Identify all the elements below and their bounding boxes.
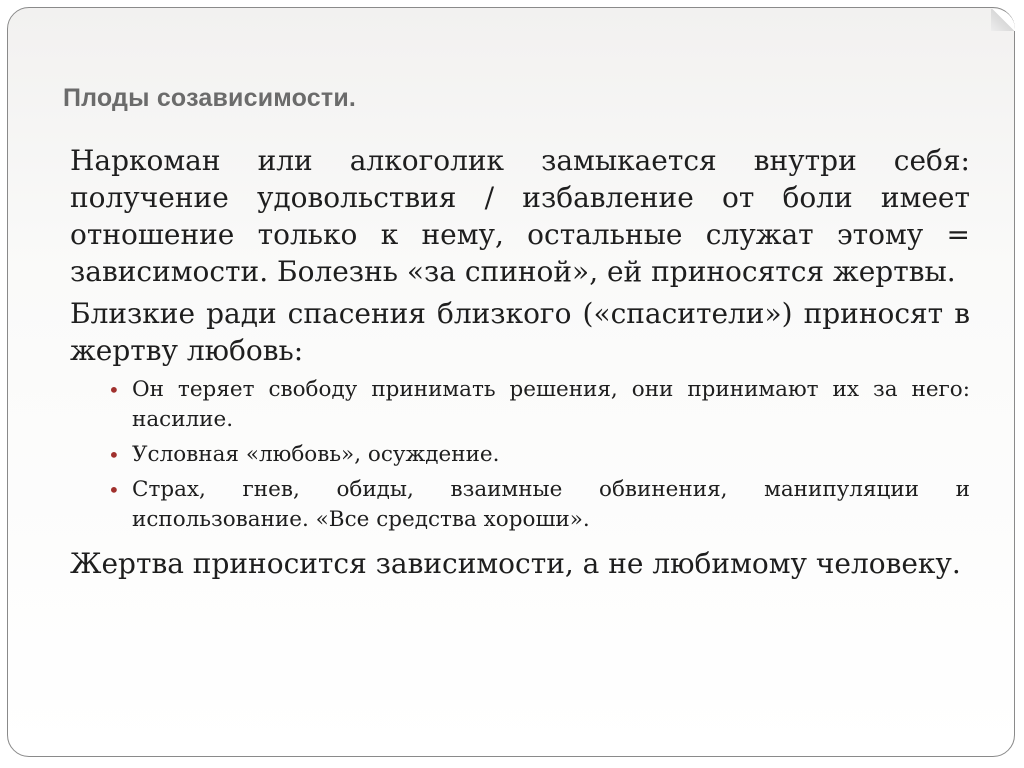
list-item [108,375,970,435]
bullet-icon: • [108,378,120,402]
paragraph-addict: Наркоман или алкоголик замыкается внутри себя: получение удовольствия / избавление от боли имеет отношение только к нему, остальные служат этому = зависимости. Болезнь «за спиной», ей приносятся жертвы. [70,144,970,288]
bullet-icon: • [108,478,120,502]
list-item [108,475,970,535]
list-item-text: Страх, гнев, обиды, взаимные обвинения, манипуляции и использование. «Все средства хороши». [132,477,970,532]
paragraph-close-ones: Близкие ради спасения близкого («спасители») приносят в жертву любовь: [70,297,970,367]
slide-body [70,142,970,587]
consequences-list [70,375,970,535]
list-item-text: Условная «любовь», осуждение. [132,442,500,467]
list-item [108,440,970,470]
paragraph-sacrifice: Жертва приносится зависимости, а не любимому человеку. [70,547,961,580]
slide-title: Плоды созависимости. [63,84,357,112]
page-curl-decoration [991,9,1015,31]
bullet-icon: • [108,443,120,467]
list-item-text: Он теряет свободу принимать решения, они принимают их за него: насилие. [132,377,970,432]
